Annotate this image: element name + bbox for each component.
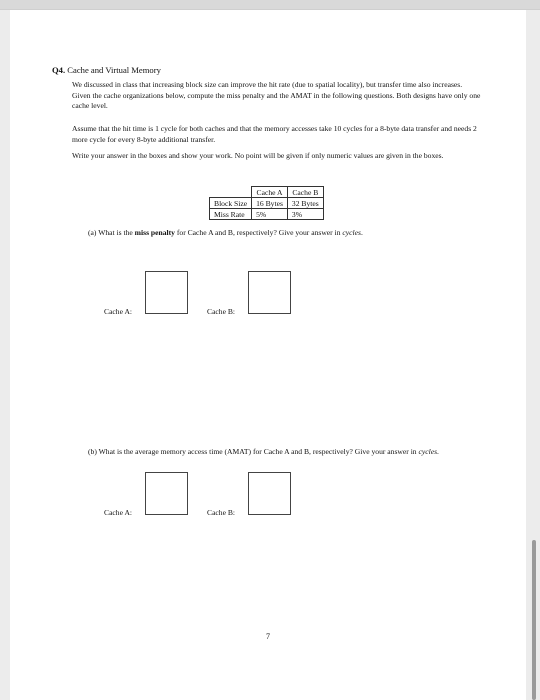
scrollbar-thumb[interactable]: [532, 540, 536, 700]
part-b-question: [88, 447, 483, 458]
part-a-text: (a) What is the: [88, 228, 135, 237]
table-row-label: Block Size: [210, 198, 252, 209]
part-a-italic: cycles: [342, 228, 361, 237]
top-bar: [0, 0, 540, 10]
part-b-text: .: [437, 447, 439, 456]
table-cell: 32 Bytes: [287, 198, 323, 209]
question-paragraph-3: Write your answer in the boxes and show your work. No point will be given if only numeric values are given in the boxes.: [72, 151, 444, 160]
table-corner-cell: [210, 187, 252, 198]
part-b-text: (b) What is the average memory access time (AMAT) for Cache A and B, respectively? Give your answer in: [88, 447, 419, 456]
table-row: [210, 209, 324, 220]
page-number: 7: [266, 632, 270, 641]
question-paragraph-2: Assume that the hit time is 1 cycle for both caches and that the memory accesses take 10 cycles for a 8-byte data transfer and needs 2 more cycle for every 8-byte additional transfer.: [72, 124, 477, 144]
part-a-cache-a-label: Cache A:: [104, 307, 133, 316]
question-title: [52, 65, 161, 75]
cache-table: [209, 186, 324, 220]
document-page: [10, 10, 526, 700]
part-a-cache-b-label: Cache B:: [207, 307, 236, 316]
table-header-cache-b: Cache B: [287, 187, 323, 198]
part-b-cache-b-answer-box[interactable]: [248, 472, 291, 515]
part-b-cache-b-label: Cache B:: [207, 508, 236, 517]
question-paragraph-1: We discussed in class that increasing block size can improve the hit rate (due to spatial locality), but transfer time also increases. Given the cache organizations below, compute the miss penalty and the AMAT in the following questions. Both designs have only one cache level.: [72, 80, 481, 110]
part-a-cache-b-answer-box[interactable]: [248, 271, 291, 314]
part-a-bold: miss penalty: [134, 228, 175, 237]
part-a-question: [88, 228, 483, 239]
part-a-text: for Cache A and B, respectively? Give your answer in: [174, 228, 343, 237]
part-a-cache-a-answer-box[interactable]: [145, 271, 188, 314]
table-header-cache-a: Cache A: [252, 187, 288, 198]
table-cell: 3%: [287, 209, 323, 220]
part-b-italic: cycles: [418, 447, 438, 456]
table-cell: 16 Bytes: [252, 198, 288, 209]
table-row: [210, 198, 324, 209]
question-number: Q4.: [52, 65, 66, 75]
part-b-cache-a-answer-box[interactable]: [145, 472, 188, 515]
table-row-label: Miss Rate: [210, 209, 252, 220]
part-b-cache-a-label: Cache A:: [104, 508, 133, 517]
table-cell: 5%: [252, 209, 288, 220]
question-title-text: Cache and Virtual Memory: [67, 65, 161, 75]
part-a-text: .: [360, 228, 363, 237]
table-header-row: [210, 187, 324, 198]
